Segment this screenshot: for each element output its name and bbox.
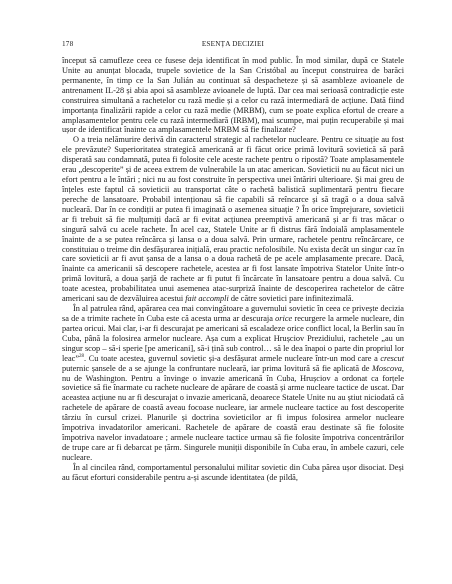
page-header	[62, 40, 404, 54]
text-run: În al cincilea rând, comportamentul personalului militar sovietic din Cuba părea ușor disociat. Deși au făcut eforturi considerabile pentru a-și ascunde identitatea (de pildă,	[62, 462, 404, 482]
text-run: O a treia nelămurire derivă din caracterul strategic al rachetelor nucleare. Pentru ce situație au fost ele prevăzute? Superioritatea strategică americană ar fi făcut orice primă lovitură sovietică să pară disperată sau condamnată, putea fi folosite cele aceste rachete pentru o ripostă? Toate amplasamentele erau „descoperite” și de aceea extrem de vulnerabile la un atac american. Sovieticii nu au făcut nici un efort pentru a le întări ; nici nu au fost construite în perspectiva unei întăriri ulterioare. Și mai greu de înțeles este faptul că sovieticii au transportat câte o rachetă balistică suplimentară pentru fiecare perechе de lansatoare. Probabil intenționau să fie capabili să reîncarce și să tragă o a doua salvă nucleară. Dar în ce condiții ar putea fi imaginată o asemenea situație ? În orice împrejurare, sovieticii ar fi trebuit să fie mulțumiți dacă ar fi evitat acțiunea preemptivă americană și ar fi tras măcar o singură salvă cu acele rachete. În acel caz, Statele Unite ar fi distrus fără îndoială amplasamentele înainte de a se putea reîncărca și lansa o a doua salvă. Prin urmare, rachetele pentru reîncărcare, ce constituiau o treime din desfășurarea inițială, erau practic nefolosibile. Nu exista decât un singur caz în care sovieticii ar fi avut șansa de a lansa o a doua rachetă de pe acele amplasamente precare. Dacă, înainte ca americanii să descopere rachetele, acestea ar fi fost lansate împotriva Statelor Unite într-o primă lovitură, a doua șarjă de rachete ar fi putut fi încărcate în lansatoare pentru a doua salvă. Cu toate acestea, probabilitatea unui asemenea atac-surpriză înainte de descoperirea rachetelor de către americani sau de dezvăluirea acestui	[62, 135, 404, 304]
text-run: început să camufleze ceea ce fusese deja identificat în mod public. În mod similar, după ce Statele Unite au anunțat blocada, trupele sovietice de la San Cristóbal au început construirea de barăci permanente, în timp ce la San Julián au continuat să despacheteze și să asambleze avioanele de antrenament IL-28 și abia apoi să asambleze avioanele de luptă. Dar cea mai serioasă contradicție este construirea simultană a rachetelor cu rază medie și a celor cu rază intermediară de acțiune. Dată fiind importanța finalizării rapide a celor cu rază medie (MRBM), cum se poate explica efortul de creare a amplasamentelor pentru cele cu rază intermediară (IRBM), mai scumpe, mai puțin recuperabile și mai ușor de identificat înainte ca amplasamentele MRBM să fie finalizate?	[62, 56, 404, 135]
italic-phrase: fait accompli	[185, 294, 229, 304]
running-title: ESENȚA DECIZIEI	[201, 40, 265, 48]
italic-phrase: crescut	[380, 353, 404, 363]
italic-phrase: orice	[275, 313, 293, 323]
body-text	[62, 56, 404, 483]
text-run: de către sovietici pare infinitezimală.	[228, 294, 354, 304]
text-run: recurgere la armele nucleare, din partea oricui. Mai clar, i-ar fi descurajat pe americani să escaladeze orice conflict local, la Berlin sau în Cuba, până la folosirea armelor nucleare. Așa cum a explicat Hrușciov Prezidiului, rachetele „au un singur scop – să-i sperie [pe americani], să-i țină sub control… să le dea înapoi o parte din propriul lor leac”	[62, 313, 404, 363]
italic-phrase: Moscova	[371, 363, 402, 373]
text-run: În al patrulea rând, apărarea cea mai convingătoare a guvernului sovietic în ceea ce privește decizia sa de a trimite rachete în Cuba este că acesta urma ar descuraja	[62, 304, 404, 323]
paragraph	[62, 135, 404, 304]
page-number: 178	[62, 40, 74, 48]
paragraph	[62, 304, 404, 463]
footnote-marker: 28	[79, 353, 85, 359]
text-run: puternic șansele de a se ajunge la confruntare nucleară, iar prima lovitură să fie aplicată de	[62, 363, 372, 373]
text-run: . Cu toate acestea, guvernul sovietic și-a desfășurat armele nucleare într-un mod care a	[84, 353, 381, 363]
paragraph	[62, 463, 404, 483]
paragraph	[62, 56, 404, 135]
text-run: , nu de Washington. Pentru a învinge o invazie americană în Cuba, Hrușciov a ordonat ca forțele sovietice să fie înarmate cu rachete nucleare de apărare de coastă și arme nucleare tactice de uscat. Dar aceastea acțiune nu ar fi descurajat o invazie americană, deoarece Statele Unite nu au știut niciodată că rachetele de apărare de coastă aveau focoase nucleare, iar armele nucleare tactice au fost descoperite târziu în cursul crizei. Planurile și doctrina sovieticilor ar fi impus folosirea armelor nucleare împotriva invadatorilor americani. Rachetele de apărare de coastă erau destinate să fie folosite împotriva navelor invadatoare ; armele nucleare tactice urmau să fie folosite împotriva concentrărilor de trupe care ar fi debarcat pe țărm. Singurele muniții disponibile în Cuba erau, în ambele cazuri, cele nucleare.	[62, 363, 404, 462]
